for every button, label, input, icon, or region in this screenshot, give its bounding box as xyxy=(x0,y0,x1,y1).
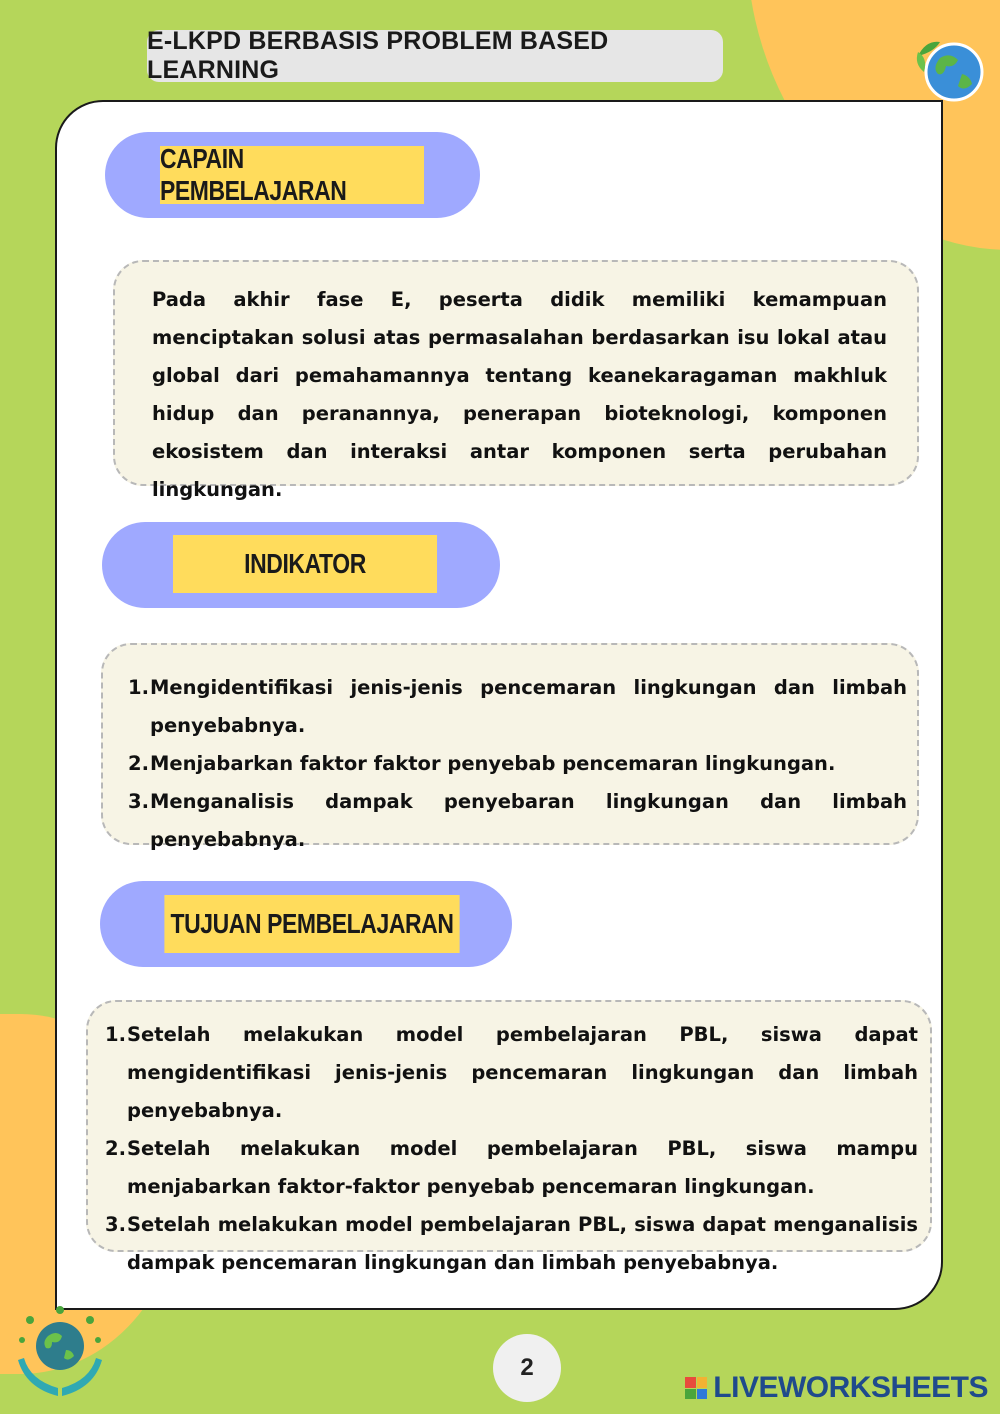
list-item: 3. Menganalisis dampak penyebaran lingkungan dan limbah penyebabnya. xyxy=(128,790,907,851)
page-number: 2 xyxy=(493,1334,561,1402)
indikator-box xyxy=(101,643,919,851)
capaian-text: Pada akhir fase E, peserta didik memiliki kemampuan menciptakan solusi atas permasalahan berdasarkan isu lokal atau global dari pemahamannya tentang keanekaragaman makhluk hidup dan peranannya, penerapan bioteknologi, komponen ekosistem dan interaksi antar komponen serta perubahan lingkungan. xyxy=(152,288,887,501)
tujuan-list xyxy=(105,1016,918,1282)
eco-globe-hands-icon xyxy=(10,1300,110,1404)
globe-icon xyxy=(910,28,986,104)
liveworksheets-brand xyxy=(685,1371,988,1405)
capaian-box xyxy=(113,260,919,501)
indikator-heading: INDIKATOR xyxy=(173,535,437,593)
tujuan-box xyxy=(86,1000,932,1274)
brand-text: LIVEWORKSHEETS xyxy=(713,1371,988,1404)
list-item: 2. Setelah melakukan model pembelajaran PBL, siswa mampu menjabarkan faktor-faktor penyebab pencemaran lingkungan. xyxy=(105,1137,918,1198)
liveworksheets-logo-icon xyxy=(685,1377,707,1399)
list-item: 1. Mengidentifikasi jenis-jenis pencemaran lingkungan dan limbah penyebabnya. xyxy=(128,676,907,737)
capaian-heading: CAPAIN PEMBELAJARAN xyxy=(160,146,424,204)
list-item: 3. Setelah melakukan model pembelajaran PBL, siswa dapat menganalisis dampak pencemaran lingkungan dan limbah penyebabnya. xyxy=(105,1213,918,1274)
tujuan-heading: TUJUAN PEMBELAJARAN xyxy=(164,895,459,953)
indikator-list xyxy=(128,669,907,859)
list-item: 2. Menjabarkan faktor faktor penyebab pencemaran lingkungan. xyxy=(128,752,836,775)
list-item: 1. Setelah melakukan model pembelajaran PBL, siswa dapat mengidentifikasi jenis-jenis pencemaran lingkungan dan limbah penyebabnya. xyxy=(105,1023,918,1122)
header-title: E-LKPD BERBASIS PROBLEM BASED LEARNING xyxy=(147,30,723,82)
